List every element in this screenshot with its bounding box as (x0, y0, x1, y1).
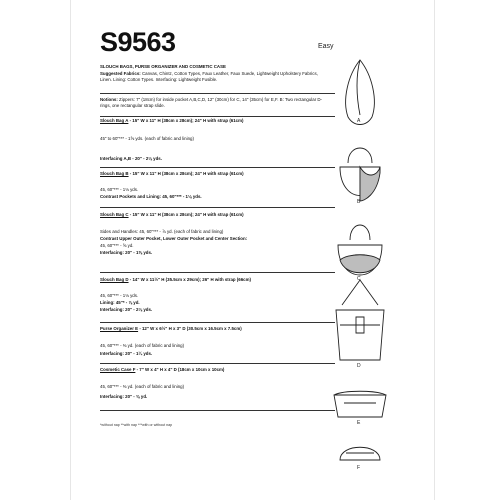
notions-text: Zippers: 7" (18cm) for inside pocket A,B,C,D, 12" (30cm) for C, 14" (35cm) for E,F. B: Two rectangular D-rings, one rectangular strap slide. (100, 97, 323, 108)
section-line: 45, 60"*** - 1⅛ yds. (100, 187, 139, 192)
section-title: Purse Organizer E (100, 326, 139, 331)
section-dims: - 15" W x 11" H (38cm x 28cm); 24" H with strap (61cm) (129, 118, 244, 123)
divider (100, 116, 335, 117)
section-title: Slouch Bag C (100, 212, 129, 217)
figure-label-f: F (357, 465, 361, 471)
cosmetic-case-f-illustration (340, 447, 380, 460)
section-title: Slouch Bag A (100, 118, 129, 123)
section-line: 45, 60"*** - ⅜ yd. (each of fabric and lining) (100, 343, 185, 348)
slouch-bag-d-illustration (336, 280, 384, 360)
slouch-bag-b-illustration (340, 148, 380, 201)
divider (100, 93, 335, 94)
figure-label-a: A (357, 118, 361, 124)
section-dims: - 7" W x 4" H x 4" D (18cm x 10cm x 10cm) (136, 367, 225, 372)
section-line: Sides and Handles: 45, 60"*** - ⅞ yd. (each of fabric and lining) (100, 229, 224, 234)
divider (100, 207, 335, 208)
section-c (100, 212, 330, 218)
divider (100, 410, 335, 411)
section-line: Contrast Upper Outer Pocket, Lower Outer Pocket and Center Section: (100, 236, 248, 241)
purse-organizer-e-illustration (334, 391, 386, 417)
divider (100, 272, 335, 273)
section-b (100, 171, 330, 177)
section-line: Interfacing: 20" - 1⅝ yds. (100, 250, 153, 255)
section-d (100, 277, 330, 283)
section-a (100, 118, 330, 124)
section-line: 45, 60"*** - ⅜ yd. (each of fabric and lining) (100, 384, 185, 389)
figure-label-b: B (357, 199, 361, 205)
divider (100, 322, 335, 323)
divider (100, 167, 335, 168)
section-line: 45, 60"*** - 1⅛ yds. (100, 293, 139, 298)
suggested-fabrics (100, 71, 330, 82)
pattern-number: S9563 (100, 27, 176, 57)
footnote: *without nap **with nap ***with or without nap (100, 423, 173, 427)
slouch-bag-c-illustration (338, 225, 382, 275)
figure-label-d: D (357, 363, 361, 369)
fabrics-label: Suggested Fabrics: (100, 71, 141, 76)
section-line: Interfacing: 20" - ⅜ yd. (100, 394, 148, 399)
figure-label-c: C (357, 276, 361, 282)
divider (100, 363, 335, 364)
section-line: 45" to 60"*** - 1⅝ yds. (each of fabric and lining) (100, 136, 194, 141)
section-title: Cosmetic Case F (100, 367, 136, 372)
section-e (100, 326, 330, 332)
section-f (100, 367, 330, 373)
skill-level: Easy (318, 43, 334, 50)
section-dims: - 14" W x 11½" H (35.5cm x 29cm); 26" H with strap (66cm) (129, 277, 251, 282)
section-dims: - 12" W x 6½" H x 3" D (30.5cm x 16.5cm x 7.5cm) (139, 326, 242, 331)
section-line: Interfacing: 20" - 2⅛ yds. (100, 307, 153, 312)
section-dims: - 15" W x 11" H (38cm x 28cm); 24" H with strap (61cm) (129, 171, 244, 176)
section-title: Slouch Bag D (100, 277, 129, 282)
section-line: 45, 60"*** - ⅝ yd. (100, 243, 134, 248)
figure-label-e: E (357, 420, 361, 426)
notions (100, 97, 330, 108)
section-line: Lining: 45"* - ⅞ yd. (100, 300, 140, 305)
notions-label: Notions: (100, 97, 118, 102)
slouch-bag-a-illustration (346, 60, 375, 125)
section-line: Interfacing A,B - 20" - 2⅛ yds. (100, 156, 162, 161)
fabrics-text: Canvas, Chintz, Cotton Types, Faux Leather, Faux Suede, Lightweight Upholstery Fabrics, Linen. Lining: Cotton Types. Interfacing: Lightweight Fusible. (100, 71, 318, 82)
pattern-subtitle: SLOUCH BAGS, PURSE ORGANIZER AND COSMETIC CASE (100, 64, 226, 69)
section-title: Slouch Bag B (100, 171, 129, 176)
section-line: Interfacing: 20" - 1¼ yds. (100, 351, 153, 356)
section-line: Contrast Pockets and Lining: 45, 60"*** - 1⅛ yds. (100, 194, 202, 199)
section-dims: - 15" W x 11" H (38cm x 28cm); 24" H with strap (61cm) (129, 212, 244, 217)
